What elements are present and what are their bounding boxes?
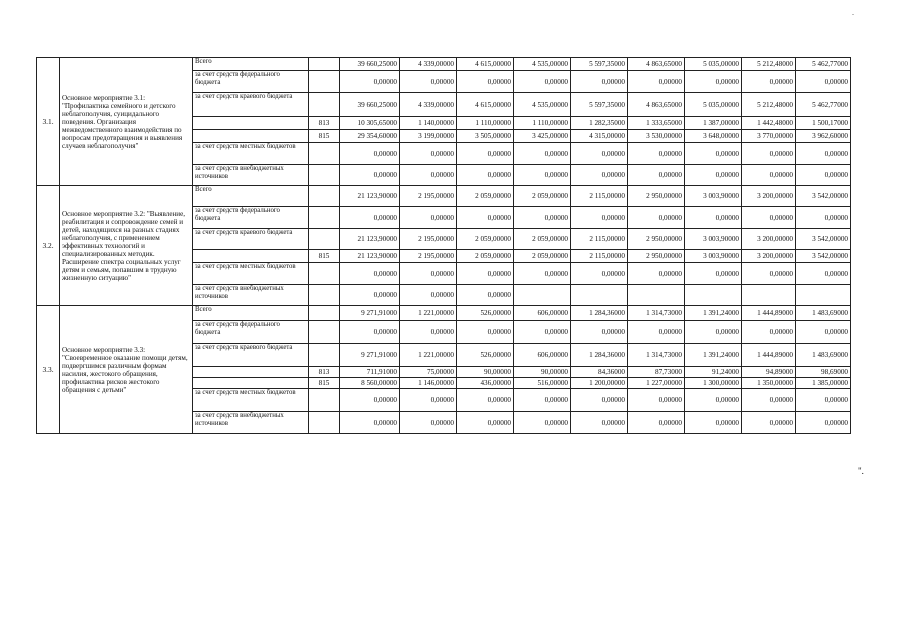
- amount-year: 4 615,00000: [457, 58, 514, 71]
- amount-year: 0,00000: [571, 412, 628, 434]
- amount-total: 21 123,90000: [340, 186, 400, 207]
- amount-year: 1 140,00000: [400, 117, 457, 130]
- amount-year: 436,00000: [457, 378, 514, 389]
- amount-year: 0,00000: [514, 143, 571, 165]
- amount-year: 1 391,24000: [685, 306, 742, 321]
- amount-total: 0,00000: [340, 321, 400, 344]
- amount-year: 87,73000: [628, 367, 685, 378]
- amount-year: [571, 285, 628, 306]
- amount-year: 0,00000: [796, 143, 851, 165]
- amount-year: 94,89000: [742, 367, 796, 378]
- amount-year: [685, 285, 742, 306]
- budget-code: 813: [309, 367, 340, 378]
- funding-source: [193, 117, 309, 130]
- amount-year: 4 315,00000: [571, 130, 628, 143]
- amount-year: 5 212,48000: [742, 93, 796, 117]
- amount-year: 0,00000: [457, 207, 514, 229]
- amount-year: 75,00000: [400, 367, 457, 378]
- amount-year: 0,00000: [796, 389, 851, 412]
- amount-year: 1 444,89000: [742, 306, 796, 321]
- amount-year: 0,00000: [685, 207, 742, 229]
- funding-source: за счет средств федерального бюджета: [193, 71, 309, 93]
- amount-year: 1 221,00000: [400, 344, 457, 367]
- amount-year: 0,00000: [571, 389, 628, 412]
- amount-year: 0,00000: [457, 412, 514, 434]
- amount-year: 2 115,00000: [571, 229, 628, 250]
- funding-source: [193, 378, 309, 389]
- amount-year: 0,00000: [628, 389, 685, 412]
- amount-year: 0,00000: [400, 143, 457, 165]
- amount-year: 0,00000: [514, 389, 571, 412]
- amount-total: 0,00000: [340, 263, 400, 285]
- amount-year: 5 035,00000: [685, 58, 742, 71]
- amount-year: 3 530,00000: [628, 130, 685, 143]
- amount-total: 29 354,60000: [340, 130, 400, 143]
- amount-year: 0,00000: [400, 412, 457, 434]
- amount-year: 0,00000: [514, 321, 571, 344]
- budget-code: [309, 186, 340, 207]
- amount-year: 0,00000: [796, 321, 851, 344]
- amount-year: 0,00000: [742, 71, 796, 93]
- amount-year: 526,00000: [457, 306, 514, 321]
- corner-mark: .: [852, 8, 854, 17]
- amount-year: 3 200,00000: [742, 250, 796, 263]
- budget-code: [309, 58, 340, 71]
- amount-year: 0,00000: [685, 71, 742, 93]
- amount-year: 0,00000: [400, 71, 457, 93]
- budget-code: [309, 389, 340, 412]
- amount-total: 0,00000: [340, 143, 400, 165]
- amount-year: 1 221,00000: [400, 306, 457, 321]
- funding-source: за счет средств внебюджетных источников: [193, 412, 309, 434]
- amount-total: 711,91000: [340, 367, 400, 378]
- budget-code: [309, 306, 340, 321]
- amount-year: 2 059,00000: [457, 186, 514, 207]
- amount-year: 1 483,69000: [796, 344, 851, 367]
- amount-year: 3 770,00000: [742, 130, 796, 143]
- amount-year: 1 442,48000: [742, 117, 796, 130]
- budget-code: [309, 344, 340, 367]
- amount-year: 2 195,00000: [400, 229, 457, 250]
- amount-year: 0,00000: [796, 207, 851, 229]
- funding-source: за счет средств краевого бюджета: [193, 93, 309, 117]
- budget-code: [309, 412, 340, 434]
- budget-code: [309, 143, 340, 165]
- amount-year: 5 597,35000: [571, 93, 628, 117]
- amount-total: 10 305,65000: [340, 117, 400, 130]
- amount-year: 606,00000: [514, 306, 571, 321]
- amount-year: 0,00000: [400, 165, 457, 186]
- amount-total: 39 660,25000: [340, 93, 400, 117]
- amount-year: 2 059,00000: [457, 229, 514, 250]
- amount-year: 0,00000: [400, 207, 457, 229]
- measure-title: Основное мероприятие 3.3: "Своевременное оказание помощи детям, подвергшимся различным формам насилия, жестокого обращения, профилактика рисков жестокого обращения с детьми": [60, 306, 193, 434]
- amount-year: 4 339,00000: [400, 93, 457, 117]
- amount-year: 0,00000: [685, 321, 742, 344]
- amount-year: 0,00000: [628, 143, 685, 165]
- amount-year: 3 200,00000: [742, 229, 796, 250]
- amount-year: 3 542,00000: [796, 229, 851, 250]
- amount-year: 1 284,36000: [571, 344, 628, 367]
- amount-total: 8 560,00000: [340, 378, 400, 389]
- amount-year: 0,00000: [796, 165, 851, 186]
- amount-year: 1 444,89000: [742, 344, 796, 367]
- amount-year: [796, 285, 851, 306]
- measure-index: 3.1.: [37, 58, 60, 186]
- amount-year: 90,00000: [457, 367, 514, 378]
- amount-year: 84,36000: [571, 367, 628, 378]
- amount-year: 2 115,00000: [571, 250, 628, 263]
- funding-source: за счет средств внебюджетных источников: [193, 285, 309, 306]
- amount-year: 1 387,00000: [685, 117, 742, 130]
- amount-year: 0,00000: [742, 165, 796, 186]
- amount-year: 1 227,00000: [628, 378, 685, 389]
- funding-source: Всего: [193, 186, 309, 207]
- table-row: [37, 306, 851, 321]
- amount-year: 0,00000: [571, 143, 628, 165]
- budget-code: [309, 71, 340, 93]
- amount-year: 1 110,00000: [457, 117, 514, 130]
- amount-year: 1 300,00000: [685, 378, 742, 389]
- amount-year: 0,00000: [457, 71, 514, 93]
- amount-year: 0,00000: [628, 71, 685, 93]
- amount-year: 0,00000: [571, 263, 628, 285]
- funding-source: за счет средств внебюджетных источников: [193, 165, 309, 186]
- amount-year: 3 505,00000: [457, 130, 514, 143]
- budget-code: [309, 285, 340, 306]
- funding-source: Всего: [193, 58, 309, 71]
- budget-code: [309, 93, 340, 117]
- amount-year: 0,00000: [742, 207, 796, 229]
- amount-year: 1 314,73000: [628, 344, 685, 367]
- amount-year: 0,00000: [514, 71, 571, 93]
- amount-year: 0,00000: [628, 321, 685, 344]
- amount-year: 0,00000: [628, 165, 685, 186]
- amount-year: 1 333,65000: [628, 117, 685, 130]
- amount-year: 3 003,90000: [685, 186, 742, 207]
- amount-year: 0,00000: [400, 321, 457, 344]
- measure-title: Основное мероприятие 3.1: "Профилактика семейного и детского неблагополучия, суицидального поведения. Организация межведомственного взаимодействия по вопросам предотвращения и выявления случаев неблагополучия": [60, 58, 193, 186]
- amount-year: 5 035,00000: [685, 93, 742, 117]
- amount-year: 0,00000: [457, 143, 514, 165]
- budget-code: 813: [309, 117, 340, 130]
- funding-source: за счет средств местных бюджетов: [193, 143, 309, 165]
- amount-year: 516,00000: [514, 378, 571, 389]
- funding-source: за счет средств краевого бюджета: [193, 344, 309, 367]
- amount-year: 1 110,00000: [514, 117, 571, 130]
- amount-year: 0,00000: [457, 321, 514, 344]
- amount-year: 0,00000: [685, 412, 742, 434]
- amount-year: 2 950,00000: [628, 250, 685, 263]
- amount-year: 1 391,24000: [685, 344, 742, 367]
- amount-total: 0,00000: [340, 285, 400, 306]
- amount-total: 21 123,90000: [340, 229, 400, 250]
- amount-year: 0,00000: [742, 143, 796, 165]
- amount-year: 1 483,69000: [796, 306, 851, 321]
- measure-index: 3.2.: [37, 186, 60, 306]
- amount-year: 0,00000: [457, 285, 514, 306]
- amount-total: 0,00000: [340, 207, 400, 229]
- amount-year: 3 425,00000: [514, 130, 571, 143]
- amount-total: 39 660,25000: [340, 58, 400, 71]
- amount-year: [514, 285, 571, 306]
- amount-year: 0,00000: [571, 71, 628, 93]
- amount-total: 0,00000: [340, 389, 400, 412]
- amount-year: 1 282,35000: [571, 117, 628, 130]
- amount-total: 0,00000: [340, 71, 400, 93]
- amount-year: 526,00000: [457, 344, 514, 367]
- funding-source: за счет средств федерального бюджета: [193, 321, 309, 344]
- table-row: [37, 58, 851, 71]
- amount-year: 2 059,00000: [514, 186, 571, 207]
- amount-year: 4 615,00000: [457, 93, 514, 117]
- amount-year: 2 059,00000: [514, 229, 571, 250]
- amount-year: 0,00000: [685, 143, 742, 165]
- amount-year: 0,00000: [628, 412, 685, 434]
- amount-year: 91,24000: [685, 367, 742, 378]
- amount-year: 1 314,73000: [628, 306, 685, 321]
- amount-year: 4 863,65000: [628, 58, 685, 71]
- amount-total: 0,00000: [340, 412, 400, 434]
- amount-year: 0,00000: [400, 263, 457, 285]
- amount-year: 0,00000: [571, 207, 628, 229]
- amount-year: 2 059,00000: [457, 250, 514, 263]
- amount-total: 21 123,90000: [340, 250, 400, 263]
- budget-code: 815: [309, 378, 340, 389]
- budget-code: [309, 207, 340, 229]
- measure-title: Основное мероприятие 3.2: "Выявление, реабилитация и сопровождение семей и детей, находящихся на разных стадиях неблагополучия, с применением эффективных технологий и специализированных методик. Расширение спектра социальных услуг детям и семьям, попавшим в трудную жизненную ситуацию": [60, 186, 193, 306]
- amount-year: 0,00000: [742, 389, 796, 412]
- amount-year: 0,00000: [400, 389, 457, 412]
- amount-year: [742, 285, 796, 306]
- amount-year: 0,00000: [742, 412, 796, 434]
- budget-table: [36, 57, 851, 434]
- funding-source: за счет средств местных бюджетов: [193, 263, 309, 285]
- amount-year: 0,00000: [514, 207, 571, 229]
- amount-year: 0,00000: [514, 165, 571, 186]
- amount-year: 2 950,00000: [628, 186, 685, 207]
- funding-source: за счет средств федерального бюджета: [193, 207, 309, 229]
- funding-source: за счет средств местных бюджетов: [193, 389, 309, 412]
- amount-year: 0,00000: [796, 263, 851, 285]
- amount-year: 3 003,90000: [685, 229, 742, 250]
- funding-source: [193, 367, 309, 378]
- amount-year: 5 212,48000: [742, 58, 796, 71]
- amount-year: 3 962,60000: [796, 130, 851, 143]
- amount-year: 3 542,00000: [796, 250, 851, 263]
- table-row: [37, 186, 851, 207]
- amount-year: 2 059,00000: [514, 250, 571, 263]
- budget-code: [309, 321, 340, 344]
- amount-year: 3 003,90000: [685, 250, 742, 263]
- amount-year: 0,00000: [742, 263, 796, 285]
- amount-year: 3 200,00000: [742, 186, 796, 207]
- amount-year: 5 462,77000: [796, 58, 851, 71]
- amount-year: 5 597,35000: [571, 58, 628, 71]
- amount-year: 4 339,00000: [400, 58, 457, 71]
- budget-code: [309, 263, 340, 285]
- amount-year: 4 535,00000: [514, 58, 571, 71]
- budget-code: [309, 165, 340, 186]
- amount-year: 0,00000: [685, 389, 742, 412]
- amount-year: 90,00000: [514, 367, 571, 378]
- amount-year: 0,00000: [628, 263, 685, 285]
- amount-year: 5 462,77000: [796, 93, 851, 117]
- amount-year: 0,00000: [796, 71, 851, 93]
- budget-code: 815: [309, 250, 340, 263]
- amount-year: 1 350,00000: [742, 378, 796, 389]
- amount-year: 0,00000: [400, 285, 457, 306]
- amount-year: 1 385,00000: [796, 378, 851, 389]
- amount-total: 9 271,91000: [340, 344, 400, 367]
- amount-year: 0,00000: [571, 321, 628, 344]
- funding-source: [193, 130, 309, 143]
- amount-year: 0,00000: [514, 263, 571, 285]
- amount-year: 3 199,00000: [400, 130, 457, 143]
- amount-year: 3 648,00000: [685, 130, 742, 143]
- amount-year: 0,00000: [685, 165, 742, 186]
- measure-index: 3.3.: [37, 306, 60, 434]
- amount-year: 0,00000: [457, 389, 514, 412]
- funding-source: [193, 250, 309, 263]
- amount-year: 0,00000: [742, 321, 796, 344]
- amount-year: 2 195,00000: [400, 186, 457, 207]
- amount-year: 2 950,00000: [628, 229, 685, 250]
- budget-code: [309, 229, 340, 250]
- amount-year: 0,00000: [514, 412, 571, 434]
- amount-year: 0,00000: [457, 263, 514, 285]
- amount-year: 0,00000: [796, 412, 851, 434]
- amount-year: 3 542,00000: [796, 186, 851, 207]
- closing-quote-mark: ".: [858, 466, 864, 476]
- amount-total: 9 271,91000: [340, 306, 400, 321]
- funding-source: Всего: [193, 306, 309, 321]
- amount-year: 606,00000: [514, 344, 571, 367]
- amount-year: 1 500,17000: [796, 117, 851, 130]
- amount-year: 0,00000: [685, 263, 742, 285]
- amount-year: 0,00000: [628, 207, 685, 229]
- amount-year: 4 535,00000: [514, 93, 571, 117]
- amount-year: 98,69000: [796, 367, 851, 378]
- amount-year: 2 115,00000: [571, 186, 628, 207]
- amount-year: 4 863,65000: [628, 93, 685, 117]
- amount-year: 0,00000: [571, 165, 628, 186]
- amount-year: 0,00000: [457, 165, 514, 186]
- funding-source: за счет средств краевого бюджета: [193, 229, 309, 250]
- amount-year: 2 195,00000: [400, 250, 457, 263]
- amount-year: 1 200,00000: [571, 378, 628, 389]
- amount-year: 1 146,00000: [400, 378, 457, 389]
- budget-code: 815: [309, 130, 340, 143]
- amount-total: 0,00000: [340, 165, 400, 186]
- amount-year: [628, 285, 685, 306]
- amount-year: 1 284,36000: [571, 306, 628, 321]
